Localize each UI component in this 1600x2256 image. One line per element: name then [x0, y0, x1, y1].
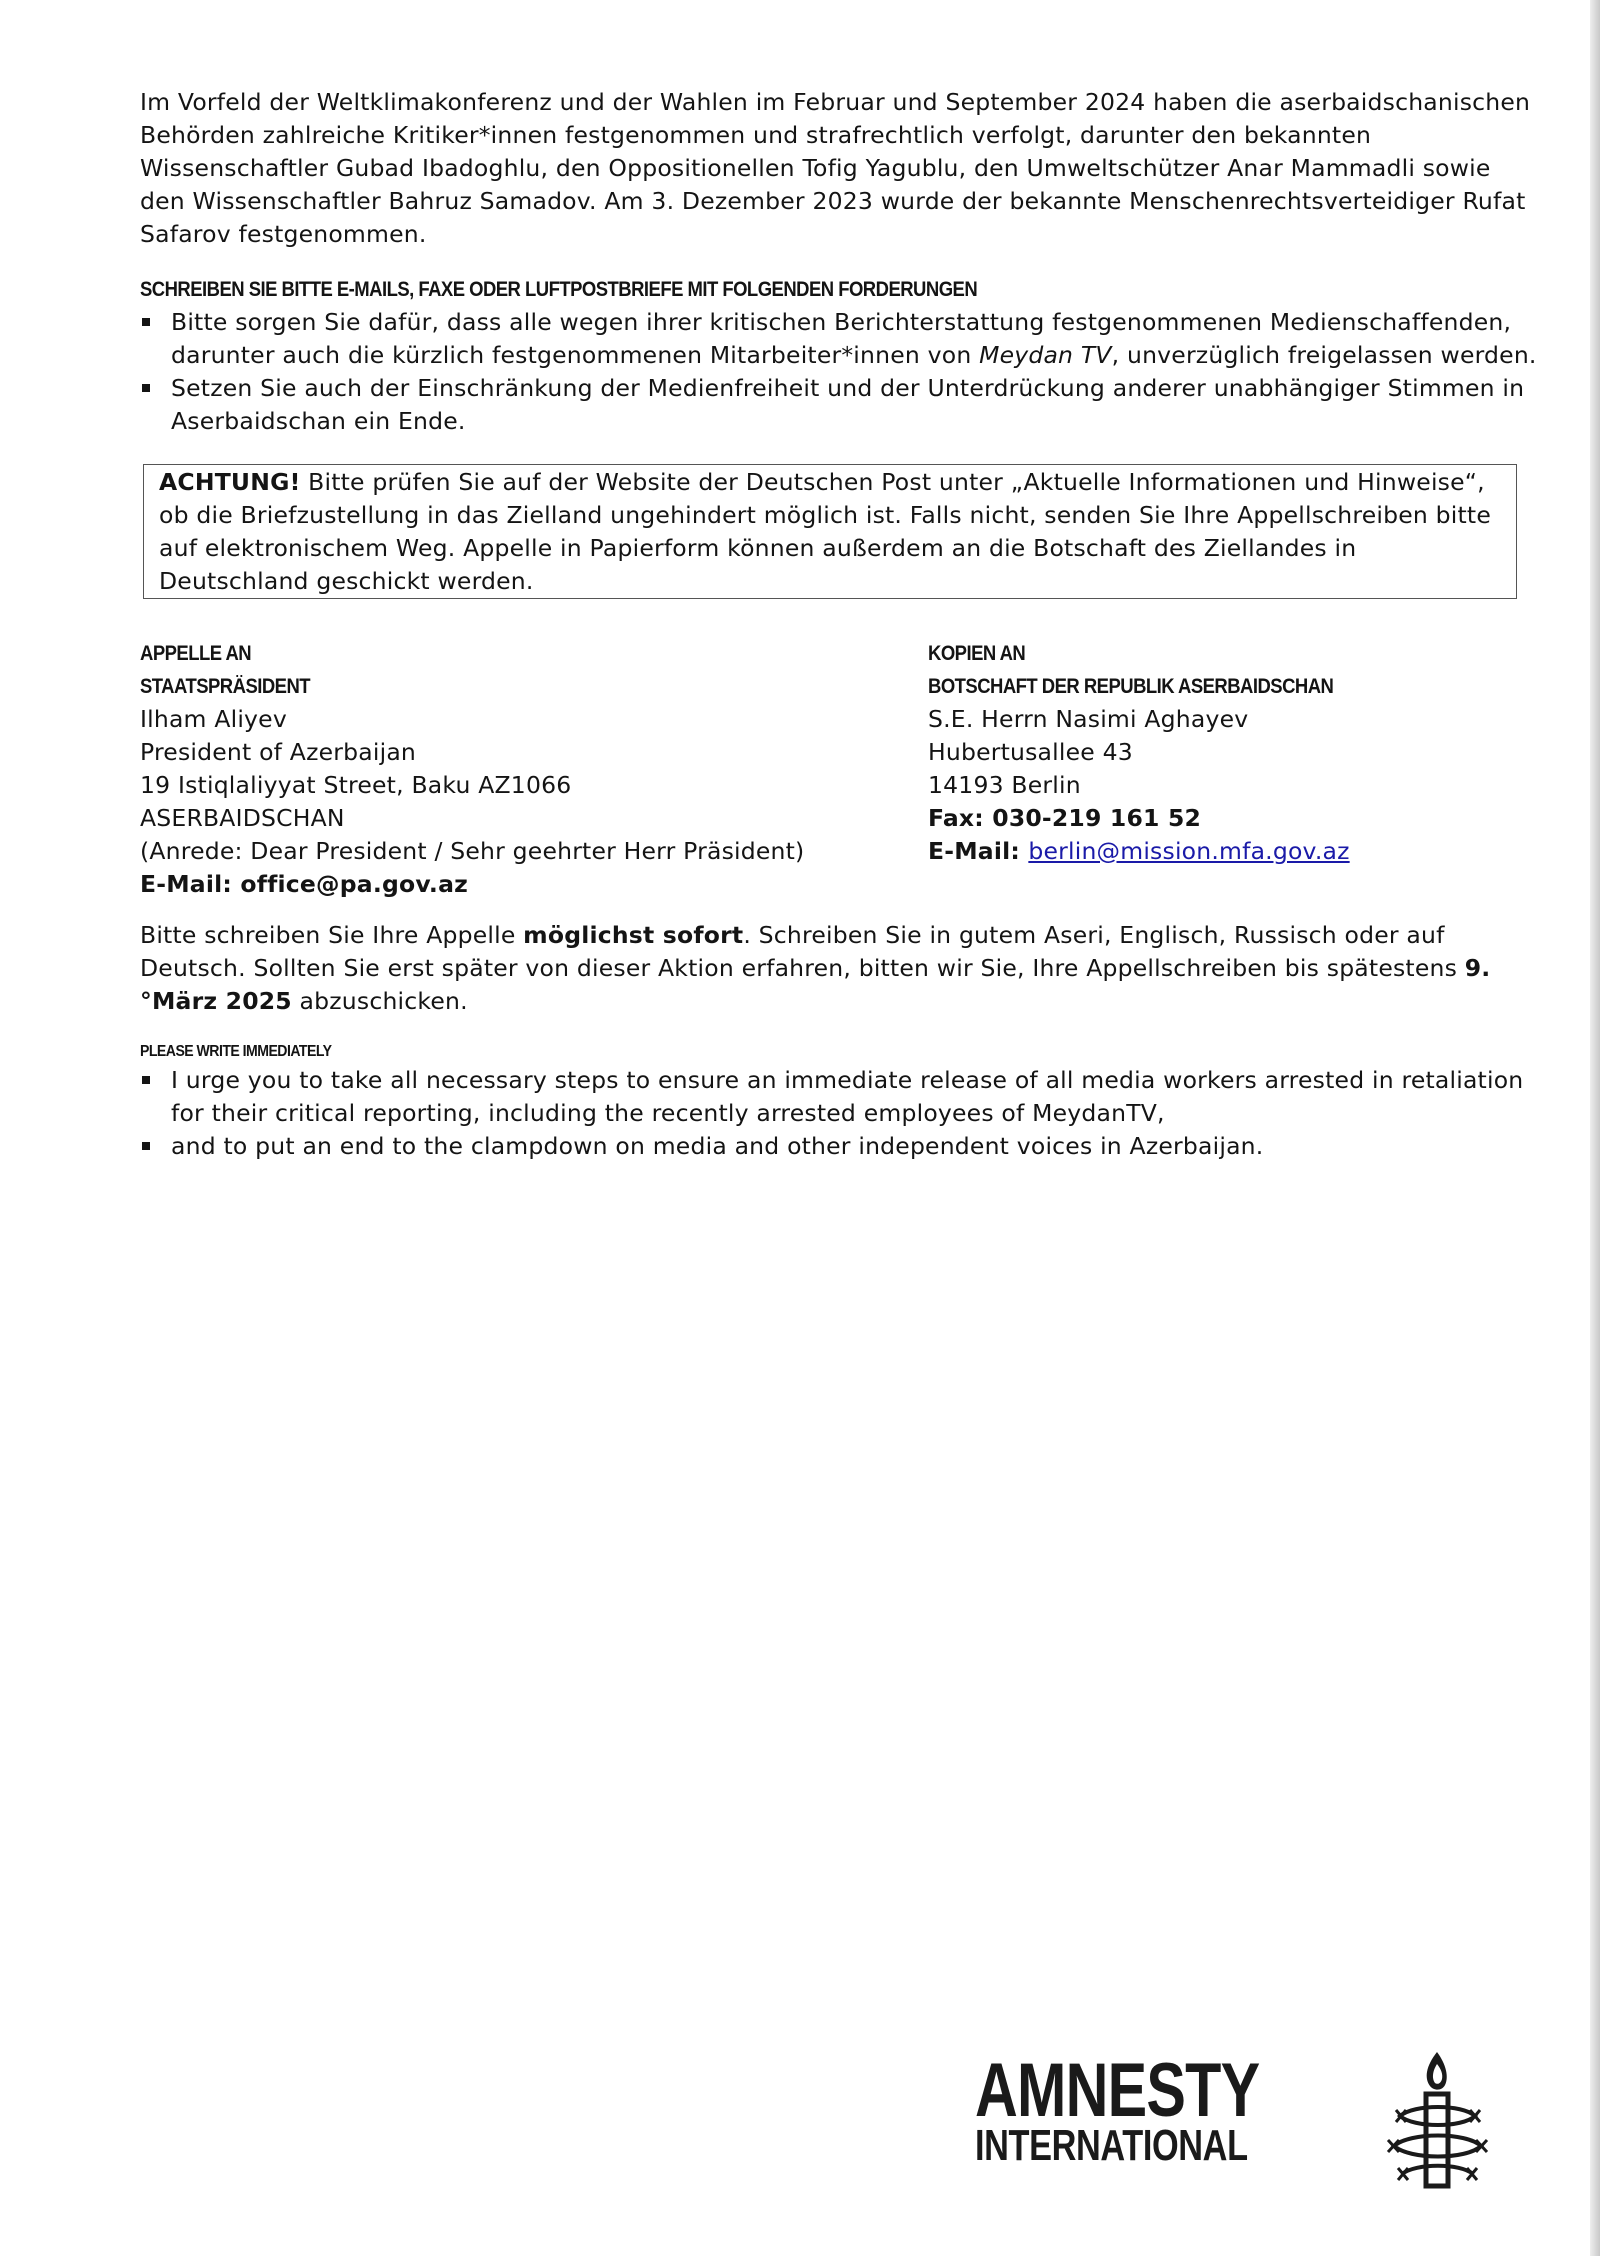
- english-item-1: I urge you to take all necessary steps to ensure an immediate release of all media workers arrested in retaliation for their critical reporting, including the recently arrested employees of MeydanTV,: [140, 1064, 1540, 1130]
- document-body: [140, 86, 1540, 1163]
- english-heading: PLEASE WRITE IMMEDIATELY: [140, 1043, 332, 1060]
- appeals-salutation: (Anrede: Dear President / Sehr geehrter Herr Präsident): [140, 837, 805, 865]
- demands-heading: SCHREIBEN SIE BITTE E-MAILS, FAXE ODER LUFTPOSTBRIEFE MIT FOLGENDEN FORDERUNGEN: [140, 278, 978, 301]
- appeals-title: President of Azerbaijan: [140, 738, 417, 766]
- copies-email-line: E-Mail: berlin@mission.mfa.gov.az: [928, 837, 1350, 865]
- copies-email-link[interactable]: berlin@mission.mfa.gov.az: [1028, 837, 1350, 865]
- english-item-2: and to put an end to the clampdown on media and other independent voices in Azerbaijan.: [140, 1130, 1540, 1163]
- meydan-tv-italic: Meydan TV: [979, 341, 1112, 369]
- copies-recipient-heading: BOTSCHAFT DER REPUBLIK ASERBAIDSCHAN: [928, 675, 1334, 698]
- logo-line-2: INTERNATIONAL: [975, 2121, 1248, 2170]
- copies-city: 14193 Berlin: [928, 771, 1081, 799]
- appeals-name: Ilham Aliyev: [140, 705, 287, 733]
- intro-paragraph: Im Vorfeld der Weltklimakonferenz und der Wahlen im Februar und September 2024 haben die aserbaidschanischen Behörden zahlreiche Kritiker*innen festgenommen und strafrechtlich verfolgt, darunter den bekannten Wissenschaftler Gubad Ibadoghlu, den Oppositionellen Tofig Yagublu, den Umweltschützer Anar Mammadli sowie den Wissenschaftler Bahruz Samadov. Am 3. Dezember 2023 wurde der bekannte Menschenrechtsverteidiger Rufat Safarov festgenommen.: [140, 88, 1531, 248]
- notice-box: [143, 464, 1517, 599]
- logo-line-1: AMNESTY: [975, 2048, 1260, 2133]
- copies-heading: KOPIEN AN: [928, 642, 1026, 665]
- appeals-street: 19 Istiqlaliyyat Street, Baku AZ1066: [140, 771, 572, 799]
- demand-item-2: Setzen Sie auch der Einschränkung der Medienfreiheit und der Unterdrückung anderer unabhängiger Stimmen in Aserbaidschan ein Ende.: [140, 372, 1540, 438]
- address-columns: [140, 637, 1540, 901]
- page-edge-shadow: [1590, 0, 1600, 2256]
- candle-barbed-wire-icon: [1380, 2050, 1495, 2190]
- copies-name: S.E. Herrn Nasimi Aghayev: [928, 705, 1249, 733]
- notice-text: Bitte prüfen Sie auf der Website der Deutschen Post unter „Aktuelle Informationen und Hinweise“, ob die Briefzustellung in das Zielland ungehindert möglich ist. Falls nicht, senden Sie Ihre Appellschreiben bitte auf elektronischem Weg. Appelle in Papierform können außerdem an die Botschaft des Ziellandes in Deutschland geschickt werden.: [159, 468, 1491, 595]
- copies-fax: Fax: 030-219 161 52: [928, 804, 1202, 832]
- timing-emphasis: möglichst sofort: [523, 921, 744, 949]
- english-list: [140, 1064, 1540, 1163]
- notice-label: ACHTUNG!: [159, 468, 301, 496]
- appeals-country: ASERBAIDSCHAN: [140, 804, 345, 832]
- appeals-heading: APPELLE AN: [140, 642, 252, 665]
- deadline-date: 9.°März 2025: [140, 954, 1491, 1015]
- amnesty-logo: [975, 2050, 1495, 2190]
- logo-wordmark: [975, 2048, 1260, 2170]
- appeals-recipient-heading: STAATSPRÄSIDENT: [140, 675, 311, 698]
- appeals-email-line: E-Mail: office@pa.gov.az: [140, 870, 468, 898]
- demand-item-1: Bitte sorgen Sie dafür, dass alle wegen ihrer kritischen Berichterstattung festgenommenen Medienschaffenden, darunter auch die kürzlich festgenommenen Mitarbeiter*innen von Meydan TV, unverzüglich freigelassen werden.: [140, 306, 1540, 372]
- copies-column: [928, 637, 1528, 901]
- copies-street: Hubertusallee 43: [928, 738, 1133, 766]
- timing-paragraph: Bitte schreiben Sie Ihre Appelle möglichst sofort. Schreiben Sie in gutem Aseri, Englisch, Russisch oder auf Deutsch. Sollten Sie erst später von dieser Aktion erfahren, bitten wir Sie, Ihre Appellschreiben bis spätestens 9.°März 2025 abzuschicken.: [140, 921, 1491, 1015]
- appeals-email[interactable]: office@pa.gov.az: [240, 870, 468, 898]
- demands-list: [140, 306, 1540, 438]
- appeals-column: [140, 637, 928, 901]
